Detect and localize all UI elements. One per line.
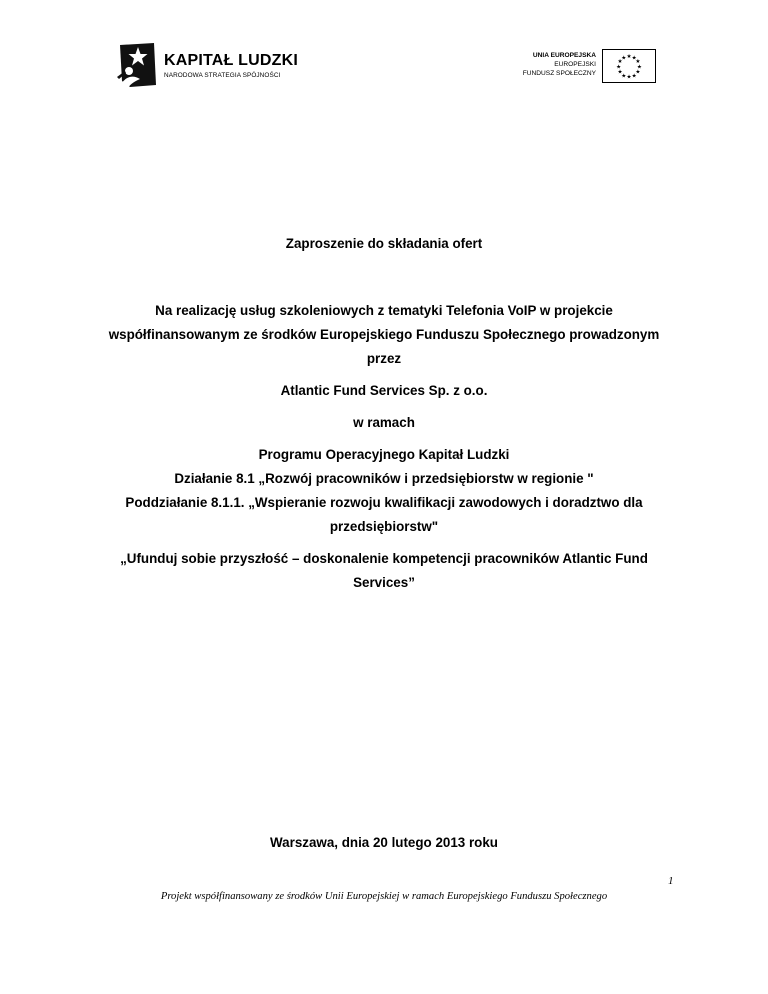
submeasure-line-1: Poddziałanie 8.1.1. „Wspieranie rozwoju kwalifikacji zawodowych i doradztwo dla (125, 495, 643, 510)
subject-line-3: przez (366, 351, 402, 366)
submeasure-line-2: przedsiębiorstw" (329, 519, 439, 534)
svg-text:★: ★ (636, 64, 642, 71)
svg-text:★: ★ (617, 69, 623, 76)
project-title-line-1: „Ufunduj sobie przyszłość – doskonalenie kompetencji pracowników Atlantic Fund (120, 551, 648, 566)
eu-logo-line1: UNIA EUROPEJSKA (532, 52, 596, 59)
kapital-ludzki-subtitle: NARODOWA STRATEGIA SPÓJNOŚCI (164, 72, 281, 79)
kapital-ludzki-logo (116, 41, 306, 91)
eu-logo-line2: EUROPEJSKI (554, 61, 596, 68)
svg-text:★: ★ (621, 73, 627, 80)
place-and-date: Warszawa, dnia 20 lutego 2013 roku (270, 835, 498, 850)
svg-text:★: ★ (626, 54, 632, 60)
svg-text:★: ★ (617, 59, 623, 66)
eu-efs-logo (498, 49, 656, 83)
kapital-ludzki-title: KAPITAŁ LUDZKI (164, 52, 299, 69)
company-name: Atlantic Fund Services Sp. z o.o. (280, 383, 488, 398)
eu-logo-line3: FUNDUSZ SPOŁECZNY (522, 70, 596, 77)
subject-line-2: współfinansowanym ze środków Europejskiego Funduszu Społecznego prowadzonym (108, 327, 660, 342)
eu-flag-icon (602, 49, 656, 83)
svg-text:★: ★ (616, 64, 622, 71)
programme-name: Programu Operacyjnego Kapitał Ludzki (258, 447, 510, 462)
within-text: w ramach (353, 415, 415, 430)
subject-line-1: Na realizację usług szkoleniowych z tematyki Telefonia VoIP w projekcie (155, 303, 613, 318)
kapital-ludzki-emblem-icon (116, 41, 158, 89)
project-title-line-2: Services” (353, 575, 415, 590)
eu-logo-text (523, 51, 596, 78)
svg-text:★: ★ (626, 74, 632, 81)
svg-text:★: ★ (621, 55, 627, 62)
svg-text:★: ★ (631, 73, 637, 80)
svg-text:★: ★ (631, 55, 637, 62)
document-title: Zaproszenie do składania ofert (285, 236, 483, 251)
svg-text:★: ★ (635, 59, 641, 66)
measure-text: Działanie 8.1 „Rozwój pracowników i przedsiębiorstw w regionie " (174, 471, 594, 486)
page-number: 1 (668, 875, 674, 887)
svg-text:★: ★ (635, 69, 641, 76)
footer-text: Projekt współfinansowany ze środków Unii Europejskiej w ramach Europejskiego Funduszu Społecznego (160, 891, 608, 902)
